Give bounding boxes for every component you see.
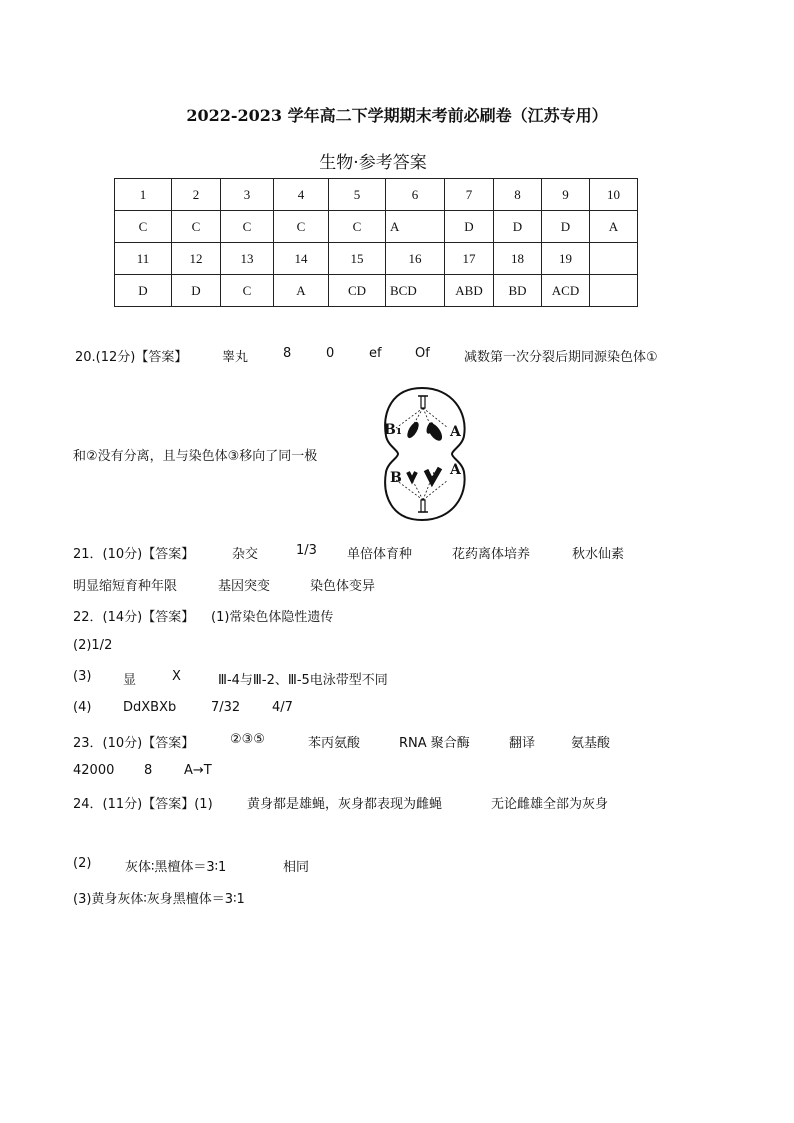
table-cell: BD: [494, 275, 542, 307]
q23-answer-2: 苯丙氨酸: [308, 736, 361, 751]
q23-answer-7: 8: [144, 763, 153, 778]
q21-answer-4: 花药离体培养: [452, 547, 531, 562]
table-cell: 8: [494, 179, 542, 211]
table-row: [115, 243, 638, 275]
q20-answer-1: 睾丸: [222, 350, 249, 365]
q22-part-4-answer-3: 4/7: [272, 700, 293, 715]
table-cell: 4: [274, 179, 329, 211]
table-cell: D: [172, 275, 221, 307]
table-cell: ACD: [542, 275, 590, 307]
table-cell: C: [274, 211, 329, 243]
q22-part-1: (1)常染色体隐性遗传: [211, 610, 334, 625]
q21-answer-5: 秋水仙素: [572, 547, 625, 562]
q22-part-3-answer-1: 显: [123, 673, 137, 688]
table-cell: 11: [115, 243, 172, 275]
q21-answer-6: 明显缩短育种年限: [73, 579, 178, 594]
table-cell: 6: [386, 179, 445, 211]
q23-answer-6: 42000: [73, 763, 115, 778]
table-cell: 17: [445, 243, 494, 275]
table-cell: ABD: [445, 275, 494, 307]
table-row: [115, 211, 638, 243]
table-cell: C: [221, 275, 274, 307]
table-cell: CD: [329, 275, 386, 307]
table-cell: C: [115, 211, 172, 243]
table-cell: D: [445, 211, 494, 243]
table-cell: 19: [542, 243, 590, 275]
table-cell: C: [329, 211, 386, 243]
q20-answer-4: ef: [369, 346, 382, 361]
table-cell: A: [274, 275, 329, 307]
q22-part-4-answer-1: DdXBXb: [123, 700, 177, 715]
q22-prefix: 22．(14分)【答案】: [73, 610, 195, 625]
table-cell: 15: [329, 243, 386, 275]
q24-part-2-label: (2): [73, 856, 92, 871]
q22-part-3-answer-3: Ⅲ-4与Ⅲ-2、Ⅲ-5电泳带型不同: [218, 673, 388, 688]
q22-part-2: (2)1/2: [73, 638, 113, 653]
q23-answer-1: ②③⑤: [230, 732, 265, 747]
q23-answer-3: RNA 聚合酶: [399, 736, 470, 751]
q20-answer-3: 0: [326, 346, 335, 361]
table-cell: 2: [172, 179, 221, 211]
table-cell: 12: [172, 243, 221, 275]
table-cell: 9: [542, 179, 590, 211]
table-cell: C: [221, 211, 274, 243]
document-title: 2022-2023 学年高二下学期期末考前必刷卷（江苏专用）: [186, 106, 608, 125]
document-subtitle: 生物·参考答案: [319, 153, 427, 173]
q21-answer-1: 杂交: [232, 547, 259, 562]
cell-division-diagram: [376, 384, 476, 524]
q20-answer-6: 减数第一次分裂后期同源染色体①: [464, 350, 658, 365]
q20-continuation: 和②没有分离，且与染色体③移向了同一极: [73, 449, 318, 464]
table-cell: D: [115, 275, 172, 307]
table-cell: 7: [445, 179, 494, 211]
q21-answer-8: 染色体变异: [310, 579, 376, 594]
q21-answer-3: 单倍体育种: [347, 547, 413, 562]
table-row: [115, 179, 638, 211]
q21-answer-7: 基因突变: [218, 579, 271, 594]
table-cell: 1: [115, 179, 172, 211]
table-cell: A: [590, 211, 638, 243]
label-a-top: A: [450, 424, 461, 440]
table-cell: C: [172, 211, 221, 243]
label-b1: B₁: [384, 422, 402, 438]
q23-prefix: 23．(10分)【答案】: [73, 736, 195, 751]
q21-prefix: 21．(10分)【答案】: [73, 547, 195, 562]
table-cell: 3: [221, 179, 274, 211]
q22-part-3-answer-2: X: [172, 669, 181, 684]
q24-part-2-answer-1: 灰体∶黑檀体＝3∶1: [125, 860, 227, 875]
table-cell: [590, 275, 638, 307]
q24-answer-1: 黄身都是雄蝇，灰身都表现为雌蝇: [247, 797, 443, 812]
table-cell: 10: [590, 179, 638, 211]
q22-part-3-label: (3): [73, 669, 92, 684]
q22-part-4-label: (4): [73, 700, 92, 715]
q20-prefix: 20.(12分)【答案】: [75, 350, 188, 365]
table-cell: BCD: [386, 275, 445, 307]
table-cell: 16: [386, 243, 445, 275]
answer-table: [114, 178, 638, 307]
q23-answer-4: 翻译: [509, 736, 536, 751]
q23-answer-5: 氨基酸: [571, 736, 611, 751]
q24-part-2-answer-2: 相同: [283, 860, 310, 875]
q24-prefix: 24．(11分)【答案】(1): [73, 797, 213, 812]
q20-answer-5: Of: [415, 346, 430, 361]
q20-answer-2: 8: [283, 346, 292, 361]
q21-answer-2: 1/3: [296, 543, 317, 558]
q23-answer-8: A→T: [184, 763, 212, 778]
table-cell: 18: [494, 243, 542, 275]
table-row: [115, 275, 638, 307]
table-cell: 13: [221, 243, 274, 275]
q24-part-3: (3)黄身灰体∶灰身黑檀体＝3∶1: [73, 892, 245, 907]
table-cell: [590, 243, 638, 275]
table-cell: A: [386, 211, 445, 243]
q24-answer-2: 无论雌雄全部为灰身: [491, 797, 609, 812]
table-cell: 5: [329, 179, 386, 211]
table-cell: D: [494, 211, 542, 243]
label-a-bottom: A: [450, 462, 461, 478]
table-cell: D: [542, 211, 590, 243]
label-b-bottom: B: [390, 470, 402, 486]
table-cell: 14: [274, 243, 329, 275]
q22-part-4-answer-2: 7/32: [211, 700, 241, 715]
